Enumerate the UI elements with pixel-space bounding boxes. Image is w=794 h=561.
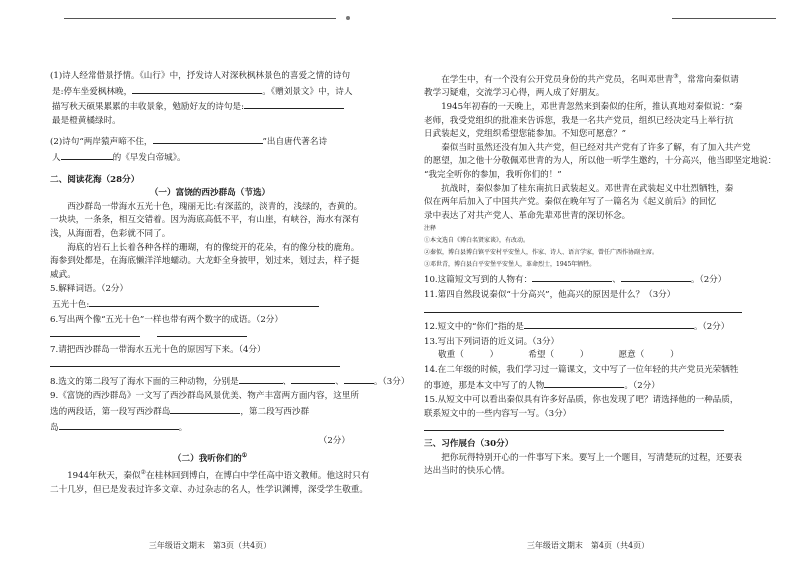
q12-line: 12.短文中的“你们”指的是 。（2分） — [424, 319, 752, 335]
q14-line2: 的事迹，那是本文中写了的人物 。（2分） — [424, 378, 752, 394]
q5-answer-blank[interactable] — [89, 297, 319, 307]
passage-1-text: 海底的岩石上长着各种各样的珊瑚，有的像绽开的花朵，有的像分枝的鹿角。 — [67, 242, 360, 253]
passage-2-text: 秦似当时虽然还没有加入共产党，但已经对共产党有了许多了解，有了加入共产党 — [441, 142, 751, 153]
q11-title: 11.第四自然段说秦似“十分高兴”，他高兴的原因是什么？（3分） — [424, 289, 676, 300]
q13-title: 13.写出下列词语的近义词。（3分） — [424, 336, 560, 347]
top-rule-left — [64, 18, 336, 19]
passage-1-text: 西沙群岛一带海水五光十色，瑰丽无比:有深蓝的，淡青的，浅绿的，杏黄的。 — [67, 201, 363, 212]
synonym-item[interactable]: 愿意（ ） — [618, 350, 679, 361]
footnote-2: ②秦似，博白县博白镇平安村平安堡人，作家、诗人、语言学家，曾任广西作协副主席。 — [424, 249, 659, 257]
q12-blank[interactable] — [524, 319, 694, 329]
synonym-item[interactable]: 敬重（ ） — [438, 350, 494, 361]
q11-answer-line[interactable] — [424, 303, 752, 319]
left-footer: 三年级语文期末 第3页（共4页） — [148, 541, 272, 551]
right-footer: 三年级语文期末 第4页（共4页） — [526, 541, 650, 551]
passage-2-text: 抗战时，秦似参加了桂东南抗日武装起义。邓世青在武装起义中壮烈牺牲，秦 — [441, 183, 734, 194]
passage-2-text: 似在两年后加入了中国共产党。秦似在晚年写了一篇名为《起义前后》的回忆 — [424, 197, 717, 208]
q10-blank-2[interactable] — [621, 272, 691, 282]
q2-answer-blank[interactable] — [153, 134, 263, 144]
q15-answer-line[interactable] — [424, 421, 752, 437]
section-2-title: 二、阅读花海（28分） — [50, 174, 140, 185]
q5-title: 5.解释词语。（2分） — [50, 284, 129, 295]
passage-2-text: 1945年初春的一天晚上，邓世青忽然来到秦似的住所，推认真地对秦似说：“秦 — [441, 102, 743, 113]
q14-blank[interactable] — [544, 378, 624, 388]
passage-2-text: 在学生中，有一个没有公开党员身份的共产党员，名叫邓世青③，常常向秦似请 — [441, 73, 739, 85]
q1-answer-blank[interactable] — [132, 84, 262, 94]
q9-line1: 9.《富饶的西沙群岛》一文写了西沙群岛风景优美、物产丰富两方面内容，这里所 — [50, 391, 359, 402]
top-rule-right — [672, 18, 776, 19]
composition-prompt: 把你玩得特别开心的一件事写下来。要写上一个题目，写清楚玩的过程，还要表 — [441, 452, 742, 463]
passage-1-text: 威武。 — [50, 269, 76, 280]
q10-line: 10.这篇短文写到的人物有： 、 。（2分） — [424, 272, 752, 288]
ink-dot — [346, 16, 350, 20]
q10-blank-1[interactable] — [532, 272, 612, 282]
section-3-title: 三、习作展台（30分） — [424, 438, 514, 449]
synonym-item[interactable]: 希望（ ） — [528, 350, 585, 361]
q15-line2: 联系短文中的一些内容写一写。（3分） — [424, 408, 572, 419]
passage-1-text: 浅，从海面看，色彩就不同了。 — [50, 228, 171, 239]
composition-prompt: 达出当时的快乐心情。 — [424, 466, 510, 477]
q5-item: 五光十色: — [50, 297, 370, 313]
q6-title: 6.写出两个像“五光十色”一样也带有两个数字的成语。（2分） — [50, 314, 283, 325]
left-page — [50, 70, 410, 553]
passage-1-text: 一块块，一条条，相互交错着。因为海底高低不平，有山崖，有峡谷，海水有深有 — [50, 215, 360, 226]
q7-answer-line[interactable] — [50, 357, 370, 373]
passage-2-text: 日武装起义，党组织希望您能参加。不知您可愿意？” — [424, 129, 627, 140]
q2-line2: 人 的《早发白帝城》。 — [50, 150, 370, 166]
passage-2-text: 录中表达了对共产党人、革命先辈邓世青的深切怀念。 — [424, 210, 631, 221]
q1-line2: 是:停车坐爱枫林晚， 。《赠刘景文》中，诗人 — [50, 84, 370, 100]
q2-poet-blank[interactable] — [61, 150, 113, 160]
q1-line3: 描写秋天硕果累累的丰收景象，勉励好友的诗句是: — [50, 99, 370, 115]
q1-line4: 最是橙黄橘绿时。 — [52, 115, 121, 126]
passage-2-title: （二）我听你们的① — [172, 451, 248, 464]
q15-line1: 15.从短文中可以看出秦似具有许多好品质，你也发现了吧？请选择他的一种品质， — [424, 395, 739, 406]
passage-2-text: 老师，我受党组织的批准来告诉您，我是一名共产党员，组织已经决定马上举行抗 — [424, 115, 734, 126]
q1-line1: (1)诗人经常借景抒情。《山行》中，抒发诗人对深秋枫林景色的喜爱之情的诗句 — [50, 71, 351, 81]
passage-2-text: 二十几岁，但已是发表过许多文章、办过杂志的名人，性学识渊博，深受学生敬重。 — [50, 484, 368, 495]
q13-words — [424, 349, 752, 363]
passage-1-text: 海参到处都是，在海底懒洋洋地蠕动。大龙虾全身披甲，划过来，划过去，样子挺 — [50, 256, 360, 267]
q9-blank-2[interactable] — [59, 420, 179, 430]
q9-line3: 岛 。 — [50, 420, 370, 436]
q8-blank-1[interactable] — [239, 374, 283, 384]
passage-2-text: 的愿望，加之他十分敬佩邓世青的为人，所以他一听学生邀约，十分高兴，他当即坚定地说： — [424, 156, 777, 167]
q6-answer-line[interactable] — [50, 327, 370, 343]
q2-line1: (2)诗句“两岸猿声啼不住， ”出自唐代著名诗 — [50, 134, 370, 150]
right-page — [424, 70, 777, 553]
q9-line2: 选的两段话，第一段写西沙群岛 ，第二段写西沙群 — [50, 404, 370, 420]
footnotes — [424, 223, 752, 271]
q8-blank-2[interactable] — [291, 374, 335, 384]
notes-label: 注释 — [424, 225, 437, 233]
q14-line1: 14.在二年级的时候，我们学习过一篇课文，文中写了一位年轻的共产党员光荣牺牲 — [424, 364, 739, 375]
passage-2-text: 1944年秋天，秦似②在桂林回到博白，在博白中学任高中语文教师。他这时只有 — [67, 469, 370, 482]
q9-score: （2分） — [318, 436, 350, 447]
q8-blank-3[interactable] — [344, 374, 374, 384]
footnote-1: ①本文选自《博白名贤家谈》，有改动。 — [424, 237, 530, 245]
passage-1-title: （一）富饶的西沙群岛（节选） — [149, 188, 271, 199]
passage-2-text: “我完全听你的参加，我听你们的！” — [424, 170, 562, 181]
passage-2-text: 教学习疑难，交流学习心得，两人成了好朋友。 — [424, 88, 605, 99]
q9-blank-1[interactable] — [170, 404, 240, 414]
q1-answer-blank-2[interactable] — [244, 99, 344, 109]
footnote-3: ③邓世青，博白县白平安堡平安堡人，革命烈士，1945年牺牲。 — [424, 261, 596, 269]
q8-line: 8.选文的第二段写了海水下面的三种动物，分别是 、 、 。（3分） — [50, 374, 370, 390]
q7-title: 7.请把西沙群岛一带海水五光十色的原因写下来。（4分） — [50, 344, 266, 355]
